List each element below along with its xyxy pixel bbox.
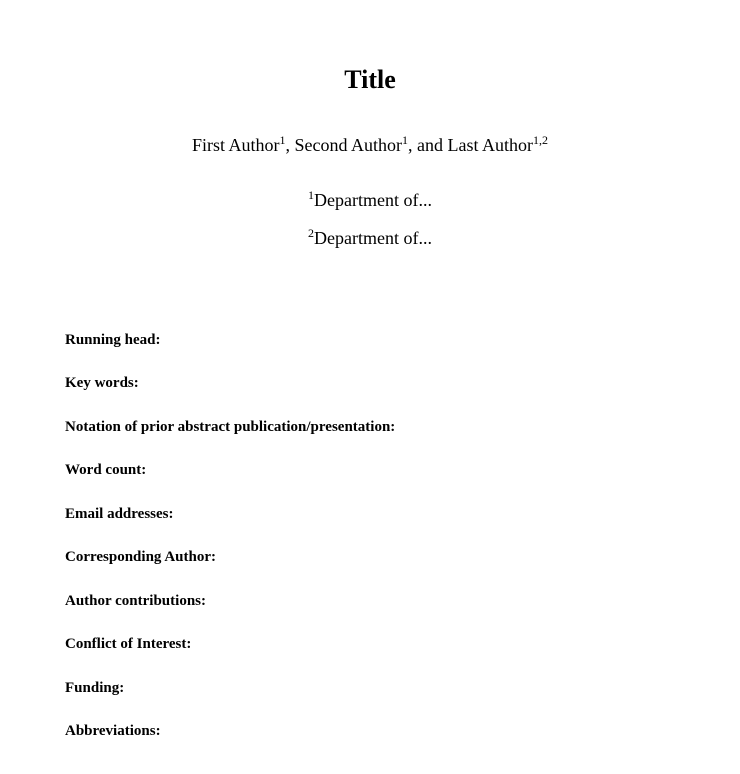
author-line (0, 133, 740, 157)
author-separator: , and (408, 135, 448, 155)
field-funding: Funding: (65, 680, 125, 696)
field-author-contributions: Author contributions: (65, 593, 206, 609)
field-key-words: Key words: (65, 375, 139, 391)
field-abbreviations: Abbreviations: (65, 723, 161, 739)
affiliation-text: Department of... (314, 190, 432, 210)
affiliation-line (0, 188, 740, 212)
field-word-count: Word count: (65, 462, 147, 478)
author-affiliation-mark: 1 (279, 133, 286, 147)
field-running-head: Running head: (65, 332, 161, 348)
author-name: Last Author (447, 135, 533, 155)
field-conflict-of-interest: Conflict of Interest: (65, 636, 192, 652)
author-name: First Author (191, 135, 280, 155)
affiliation-text: Department of... (314, 228, 432, 248)
field-corresponding-author: Corresponding Author: (65, 549, 216, 565)
author-name: Second Author (294, 135, 402, 155)
affiliation-mark: 2 (308, 226, 315, 240)
document-title: Title (344, 65, 396, 94)
affiliation-line (0, 226, 740, 250)
affiliation-mark: 1 (308, 188, 315, 202)
field-prior-publication: Notation of prior abstract publication/presentation: (65, 419, 396, 435)
author-affiliation-mark: 1 (402, 133, 408, 147)
field-email-addresses: Email addresses: (65, 506, 174, 522)
author-separator: , (285, 135, 295, 155)
author-affiliation-mark: 1,2 (533, 133, 548, 147)
